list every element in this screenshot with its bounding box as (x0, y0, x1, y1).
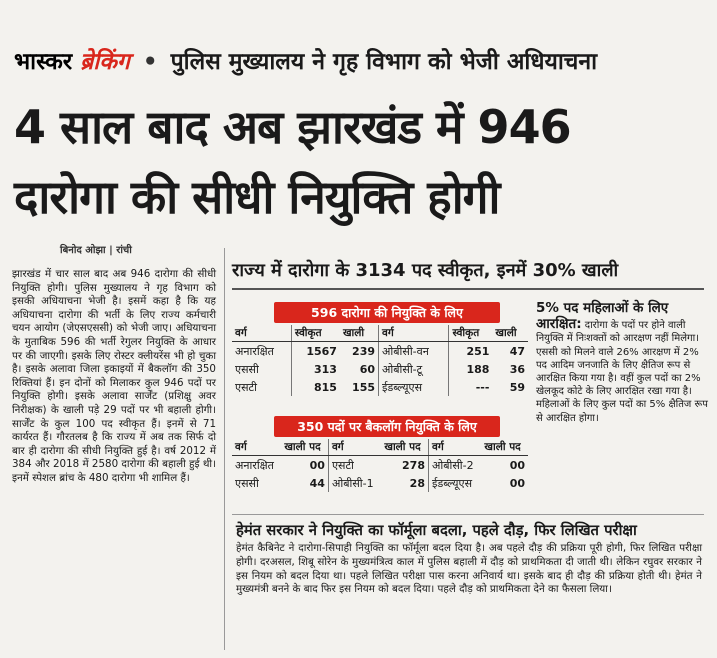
women-reservation-box (536, 300, 708, 425)
table-header-row (232, 325, 528, 342)
table-596-banner: 596 दारोगा की नियुक्ति के लिए (274, 302, 500, 323)
bottom-story-body: हेमंत कैबिनेट ने दारोगा-सिपाही नियुक्ति का फॉर्मूला बदल दिया है। अब पहले दौड़ की प्रक्रिया पूरी होगी, फिर लिखित परीक्षा होगी। दरअसल, शिबू सोरेन के मुख्यमंत्रित्व काल में पुलिस बहाली में दौड़ को प्राथमिकता दी जाती थी। लेकिन रघुवर सरकार ने इस नियम को बदल दिया था। पहले लिखित परीक्षा पास करना अनिवार्य था। इसके बाद ही दौड़ की प्रक्रिया होती थी। हेमंत ने मुख्यमंत्री बनने के बाद फिर इस नियम को बदल दिया। पहले दौड़ को प्राथमिकता देने का फैसला लिया। (236, 542, 702, 596)
table-cell: 155 (352, 380, 376, 394)
table-cell: अनारक्षित (235, 344, 274, 358)
table-header-cell: खाली (340, 325, 379, 342)
table-row (232, 342, 528, 361)
column-divider (224, 248, 225, 650)
table-cell: 59 (509, 380, 525, 394)
table-cell: ईडब्ल्यूएस (428, 474, 481, 492)
table-row (232, 474, 528, 492)
table-row (232, 360, 528, 378)
table-header-cell: वर्ग (428, 439, 481, 456)
breaking-label: ब्रेकिंग (80, 49, 130, 75)
bottom-story-heading: हेमंत सरकार ने नियुक्ति का फॉर्मूला बदला, पहले दौड़, फिर लिखित परीक्षा (236, 522, 637, 539)
table-header-cell: खाली पद (281, 439, 328, 456)
kicker-text: पुलिस मुख्यालय ने गृह विभाग को भेजी अधियाचना (170, 49, 598, 75)
table-cell: 36 (509, 362, 525, 376)
table-cell: ईडब्ल्यूएस (379, 378, 449, 396)
table-cell: एसटी (235, 380, 257, 394)
table-cell: ओबीसी-2 (428, 456, 481, 475)
table-350-banner: 350 पदों पर बैकलॉग नियुक्ति के लिए (274, 416, 500, 437)
table-header-cell: खाली पद (381, 439, 428, 456)
table-header-cell: स्वीकृत (449, 325, 492, 342)
sidebar-heading: 5% पद महिलाओं के लिए आरक्षित: (536, 300, 669, 333)
table-cell: 278 (402, 458, 425, 472)
table-cell: 239 (352, 344, 376, 358)
table-cell: 44 (309, 476, 325, 490)
kicker-line (14, 44, 597, 76)
main-article-body: झारखंड में चार साल बाद अब 946 दारोगा की सीधी नियुक्ति होगी। पुलिस मुख्यालय ने गृह विभाग को इसकी अधियाचना भेजी है। इसमें कहा है कि यह अधियाचना दारोगा की भर्ती के लिए राज्य कर्मचारी चयन आयोग (जेएसएससी) को भेजी जाए। अधियाचना के मुताबिक 596 की भर्ती रेगुलर नियुक्ति के आधार पर की जाएगी। इसके लिए रोस्टर क्लीयरेंस भी हो चुका है। इसके अलावा जिला इकाइयों में बैकलॉग की 350 रिक्तियां हैं। इन दोनों को मिलाकर कुल 946 पदों पर नियुक्ति होगी। इसके अलावा सार्जेंट (प्रशिक्षु अवर निरीक्षक) के खाली पड़े 29 पदों पर भी बहाली होगी। सार्जेंट के कुल 100 पद स्वीकृत हैं। इनमें से 71 कार्यरत हैं। गौरतलब है कि राज्य में अब तक सिर्फ दो बार ही दारोगा की सीधी नियुक्ति हुई है। वर्ष 2012 में 384 और 2018 में 2580 दारोगा की बहाली हुई थी। इनमें स्पेशल ब्रांच के 480 दारोगा भी शामिल हैं। (12, 268, 216, 484)
table-header-cell: वर्ग (232, 439, 281, 456)
bottom-story-rule (232, 514, 704, 515)
kicker-separator: • (142, 49, 158, 75)
table-cell: 47 (509, 344, 525, 358)
table-cell: 00 (509, 476, 525, 490)
table-header-cell: वर्ग (232, 325, 291, 342)
table-cell: 60 (359, 362, 376, 376)
table-header-cell: स्वीकृत (291, 325, 340, 342)
subheadline: राज्य में दारोगा के 3134 पद स्वीकृत, इनमें 30% खाली (232, 260, 619, 281)
table-header-cell: खाली (492, 325, 528, 342)
byline-author: बिनोद ओझा (60, 245, 106, 256)
table-cell: ओबीसी-टू (379, 360, 449, 378)
table-cell: एससी (235, 476, 259, 490)
byline-city: रांची (116, 245, 132, 256)
byline-separator: | (109, 245, 113, 256)
table-cell: 188 (449, 360, 492, 378)
table-cell: 251 (449, 342, 492, 361)
table-row (232, 456, 528, 475)
table-cell: 815 (291, 378, 340, 396)
table-350-section (232, 416, 528, 492)
table-cell: 1567 (291, 342, 340, 361)
table-header-row (232, 439, 528, 456)
table-cell: एसटी (328, 456, 381, 475)
table-cell: --- (449, 378, 492, 396)
subheadline-rule (232, 288, 704, 290)
table-cell: ओबीसी-वन (379, 342, 449, 361)
headline-line-2: दारोगा की सीधी नियुक्ति होगी (14, 170, 500, 224)
table-header-cell: वर्ग (328, 439, 381, 456)
table-cell: एससी (235, 362, 259, 376)
table-cell: ओबीसी-1 (328, 474, 381, 492)
table-row (232, 378, 528, 396)
table-cell: 28 (409, 476, 425, 490)
table-header-cell: खाली पद (481, 439, 528, 456)
table-350 (232, 439, 528, 492)
table-cell: 00 (509, 458, 525, 472)
table-header-cell: वर्ग (379, 325, 449, 342)
table-cell: 313 (291, 360, 340, 378)
table-cell: 00 (309, 458, 325, 472)
brand-name: भास्कर (14, 49, 73, 75)
sidebar-body: दारोगा के पदों पर होने वाली नियुक्ति में निःशक्तों को आरक्षण नहीं मिलेगा। एससी को मिलने वाले 26% आरक्षण में 2% पद आदिम जनजाति के लिए क्षैतिज रूप से आरक्षित किया गया है। वहीं कुल पदों का 2% खेलकूद कोटे के लिए आरक्षित रखा गया है। महिलाओं के लिए कुल पदों का 5% क्षैतिज रूप से आरक्षित होगा। (536, 320, 708, 424)
table-cell: अनारक्षित (235, 458, 274, 472)
byline (60, 242, 132, 256)
headline-line-1: 4 साल बाद अब झारखंड में 946 (14, 100, 571, 154)
table-596-section (232, 302, 528, 396)
table-596 (232, 325, 528, 396)
